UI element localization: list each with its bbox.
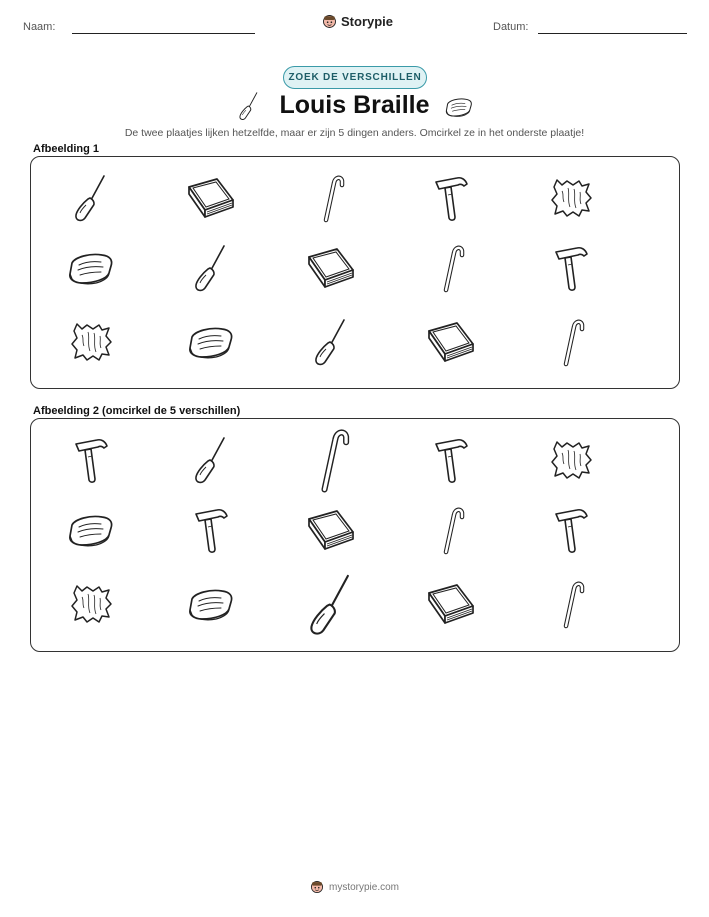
date-line[interactable]: [538, 33, 687, 34]
footer-url[interactable]: mystorypie.com: [328, 881, 399, 893]
picture1-book-icon[interactable]: [306, 246, 356, 290]
stone-title-icon: [444, 95, 474, 119]
picture2-hammer-icon[interactable]: [71, 435, 111, 485]
picture1-hammer-icon[interactable]: [551, 243, 591, 293]
picture1-hide-icon[interactable]: [549, 176, 593, 220]
picture2-stone-icon[interactable]: [186, 584, 236, 624]
picture1-hammer-icon[interactable]: [431, 173, 471, 223]
brand-name: Storypie: [341, 14, 394, 29]
page-title: Louis Braille: [279, 91, 430, 119]
picture2-cane-icon[interactable]: [436, 505, 466, 555]
picture2-book-icon[interactable]: [426, 582, 476, 626]
picture1-cane-icon[interactable]: [556, 317, 586, 367]
picture2-stone-icon[interactable]: [66, 510, 116, 550]
picture1-awl-icon[interactable]: [191, 243, 231, 293]
picture1-awl-icon[interactable]: [71, 173, 111, 223]
picture1-stone-icon[interactable]: [186, 322, 236, 362]
name-label: Naam:: [23, 21, 56, 33]
picture2-awl-icon[interactable]: [191, 435, 231, 485]
picture2-hide-icon[interactable]: [69, 582, 113, 626]
name-line[interactable]: [72, 33, 255, 34]
picture1-cane-icon[interactable]: [436, 243, 466, 293]
picture2-panel[interactable]: [30, 418, 680, 652]
storypie-logo-icon: [322, 14, 337, 29]
picture2-hammer-icon[interactable]: [431, 435, 471, 485]
picture2-cane-icon[interactable]: [311, 426, 352, 494]
picture2-awl-icon[interactable]: [305, 572, 357, 637]
picture1-label: Afbeelding 1: [33, 143, 100, 155]
picture2-hammer-icon[interactable]: [551, 505, 591, 555]
picture1-cane-icon[interactable]: [316, 173, 346, 223]
activity-badge: ZOEK DE VERSCHILLEN: [283, 66, 427, 89]
picture2-book-icon[interactable]: [306, 508, 356, 552]
picture2-label: Afbeelding 2 (omcirkel de 5 verschillen): [33, 405, 241, 417]
brand-logo: [322, 14, 393, 29]
picture1-book-icon[interactable]: [186, 176, 236, 220]
picture1-book-icon[interactable]: [426, 320, 476, 364]
instructions: De twee plaatjes lijken hetzelfde, maar er zijn 5 dingen anders. Omcirkel ze in het onderste plaatje!: [124, 127, 585, 139]
picture2-cane-icon[interactable]: [556, 579, 586, 629]
picture1-awl-icon[interactable]: [311, 317, 351, 367]
picture1-stone-icon[interactable]: [66, 248, 116, 288]
picture2-hammer-icon[interactable]: [191, 505, 231, 555]
picture1-panel: [30, 156, 680, 389]
picture1-hide-icon[interactable]: [69, 320, 113, 364]
storypie-logo-icon: [310, 880, 324, 894]
date-label: Datum:: [493, 21, 529, 33]
footer: [0, 880, 709, 894]
picture2-hide-icon[interactable]: [549, 438, 593, 482]
